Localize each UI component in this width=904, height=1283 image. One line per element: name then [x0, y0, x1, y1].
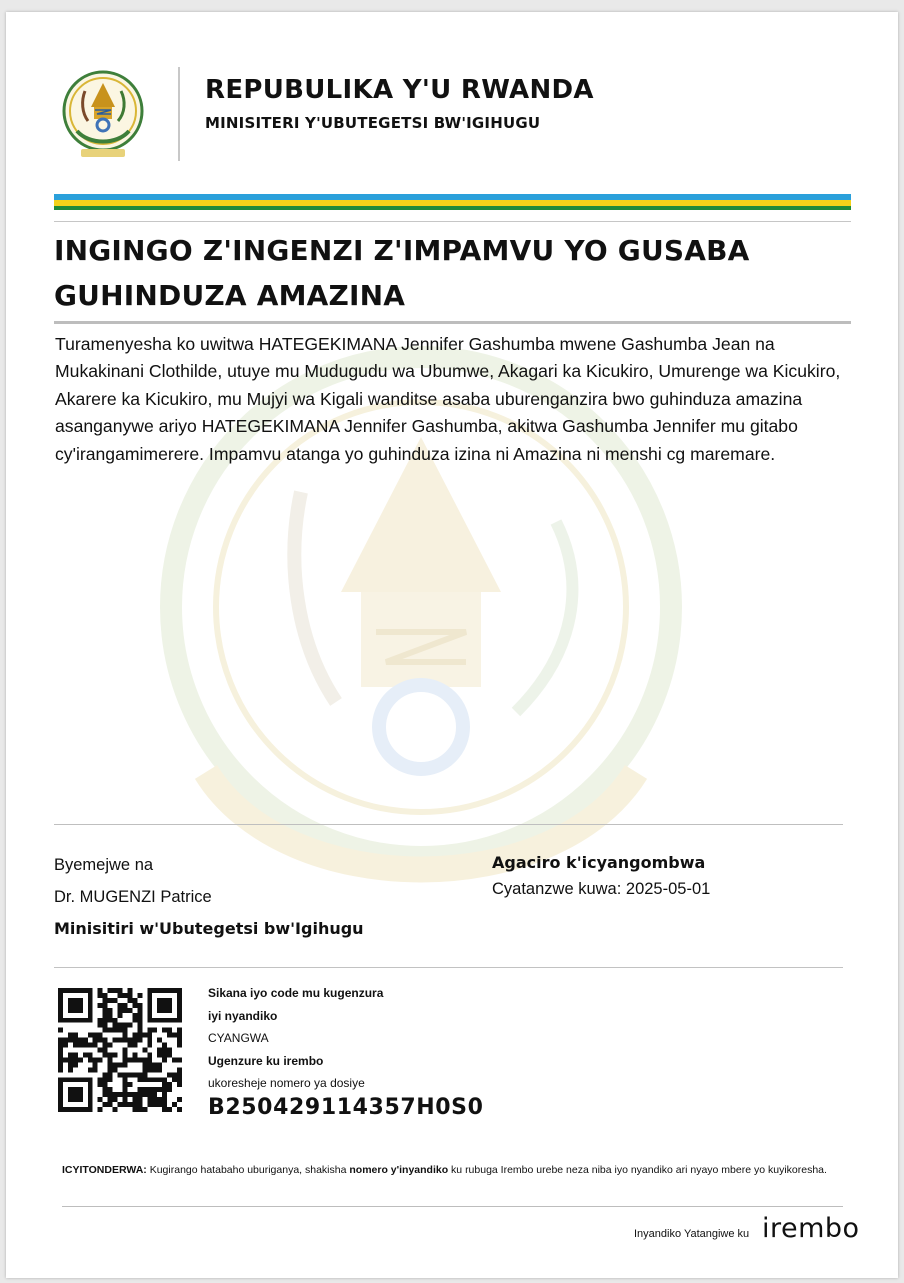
rwanda-coat-of-arms-icon: [61, 69, 145, 161]
scan-line-1: Sikana iyo code mu kugenzura: [208, 986, 384, 1000]
validity-block: [492, 853, 710, 899]
verification-divider: [54, 967, 843, 968]
issued-by-label: Inyandiko Yatangiwe ku: [634, 1228, 750, 1240]
signature-block: [54, 856, 364, 938]
notice-text-after: ku rubuga Irembo urebe neza niba iyo nyandiko ari nyayo mbere yo kuyikoresha.: [448, 1164, 827, 1176]
notice-text-before: Kugirango hatabaho uburiganya, shakisha: [146, 1164, 350, 1176]
verification-instructions: [208, 982, 383, 1095]
header-divider: [178, 67, 180, 161]
qr-code-icon[interactable]: [58, 988, 182, 1112]
scan-line-2: iyi nyandiko: [208, 1008, 278, 1023]
flag-stripes: [54, 194, 851, 210]
approved-by-label: Byemejwe na: [54, 856, 154, 874]
or-label: CYANGWA: [208, 1031, 269, 1045]
reference-number: B250429114357H0S0: [208, 1095, 484, 1120]
document-title: INGINGO Z'INGENZI Z'IMPAMVU YO GUSABA GUHINDUZA AMAZINA: [54, 234, 750, 312]
issued-date: Cyatanzwe kuwa: 2025-05-01: [492, 880, 711, 898]
value-label: Agaciro k'icyangombwa: [492, 853, 706, 872]
footer-divider: [62, 1206, 843, 1207]
signer-name: Dr. MUGENZI Patrice: [54, 888, 212, 906]
using-label: ukoresheje nomero ya dosiye: [208, 1076, 365, 1090]
signature-divider: [54, 824, 843, 825]
title-underline: [54, 321, 851, 324]
signer-title: Minisitiri w'Ubutegetsi bw'Igihugu: [54, 919, 364, 938]
irembo-logo[interactable]: irembo: [762, 1213, 860, 1244]
document-body: Turamenyesha ko uwitwa HATEGEKIMANA Jennifer Gashumba mwene Gashumba Jean na Mukakinani Clothilde, utuye mu Mudugudu wa Ubumwe, Akagari ka Kicukiro, Umurenge wa Kicukiro, Akarere ka Kicukiro, mu Mujyi wa Kigali wanditse asaba uburenganzira bwo guhinduza amazina asanganywe ariyo HATEGEKIMANA Jennifer Gashumba, akitwa Gashumba Jennifer mu gitabo cy'irangamimerere. Impamvu atanga yo guhinduza izina ni Amazina ni menshi cg maremare.: [55, 334, 841, 464]
document-page: [6, 12, 898, 1278]
verify-label: Ugenzure ku irembo: [208, 1053, 324, 1068]
ministry-title: MINISITERI Y'UBUTEGETSI BW'IGIHUGU: [205, 114, 541, 132]
notice-label: ICYITONDERWA:: [62, 1164, 147, 1176]
country-title: REPUBULIKA Y'U RWANDA: [205, 75, 594, 105]
notice-highlight: nomero y'inyandiko: [349, 1164, 449, 1176]
header-rule: [54, 221, 851, 222]
notice-text: [62, 1162, 842, 1180]
